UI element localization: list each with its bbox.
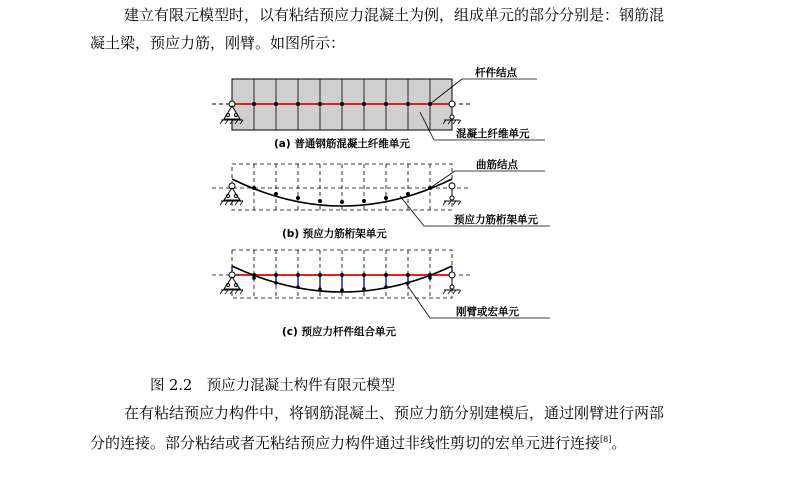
diagram-c: [212, 250, 550, 338]
end-punctuation: 。: [611, 434, 627, 452]
paragraph-2-line-1: 在有粘结预应力构件中，将钢筋混凝土、预应力筋分别建模后，通过刚臂进行两部: [124, 404, 665, 422]
subcaption-a: (a) 普通钢筋混凝土纤维单元: [274, 138, 410, 150]
label-tendon-truss: 预应力筋桁架单元: [454, 214, 538, 226]
paragraph-2-line-2: [90, 428, 626, 455]
rigid-arms: [232, 266, 452, 290]
diagram-b: [212, 158, 550, 240]
figure-caption: 图 2.2 预应力混凝土构件有限元模型: [150, 378, 396, 394]
paragraph-1-line-2: 凝土梁，预应力筋，刚臂。如图所示：: [90, 34, 346, 52]
reference-mark[interactable]: [8]: [600, 435, 612, 444]
label-bar-node: 杆件结点: [475, 67, 517, 79]
subcaption-b: (b) 预应力筋桁架单元: [282, 228, 387, 240]
paragraph-2-line-2-text: 分的连接。部分粘结或者无粘结预应力构件通过非线性剪切的宏单元进行连接: [90, 434, 601, 452]
label-tendon-node: 曲筋结点: [476, 159, 518, 171]
label-rigid-arm: 刚臂或宏单元: [456, 306, 519, 318]
pin-support-b: [220, 183, 243, 205]
paragraph-1-line-1: 建立有限元模型时，以有粘结预应力混凝土为例，组成单元的部分分别是：钢筋混: [124, 6, 665, 24]
label-concrete-fiber: 混凝土纤维单元: [456, 128, 530, 140]
subcaption-c: (c) 预应力杆件组合单元: [282, 326, 396, 338]
diagram-a: [212, 66, 545, 150]
roller-support-b: [443, 183, 461, 205]
